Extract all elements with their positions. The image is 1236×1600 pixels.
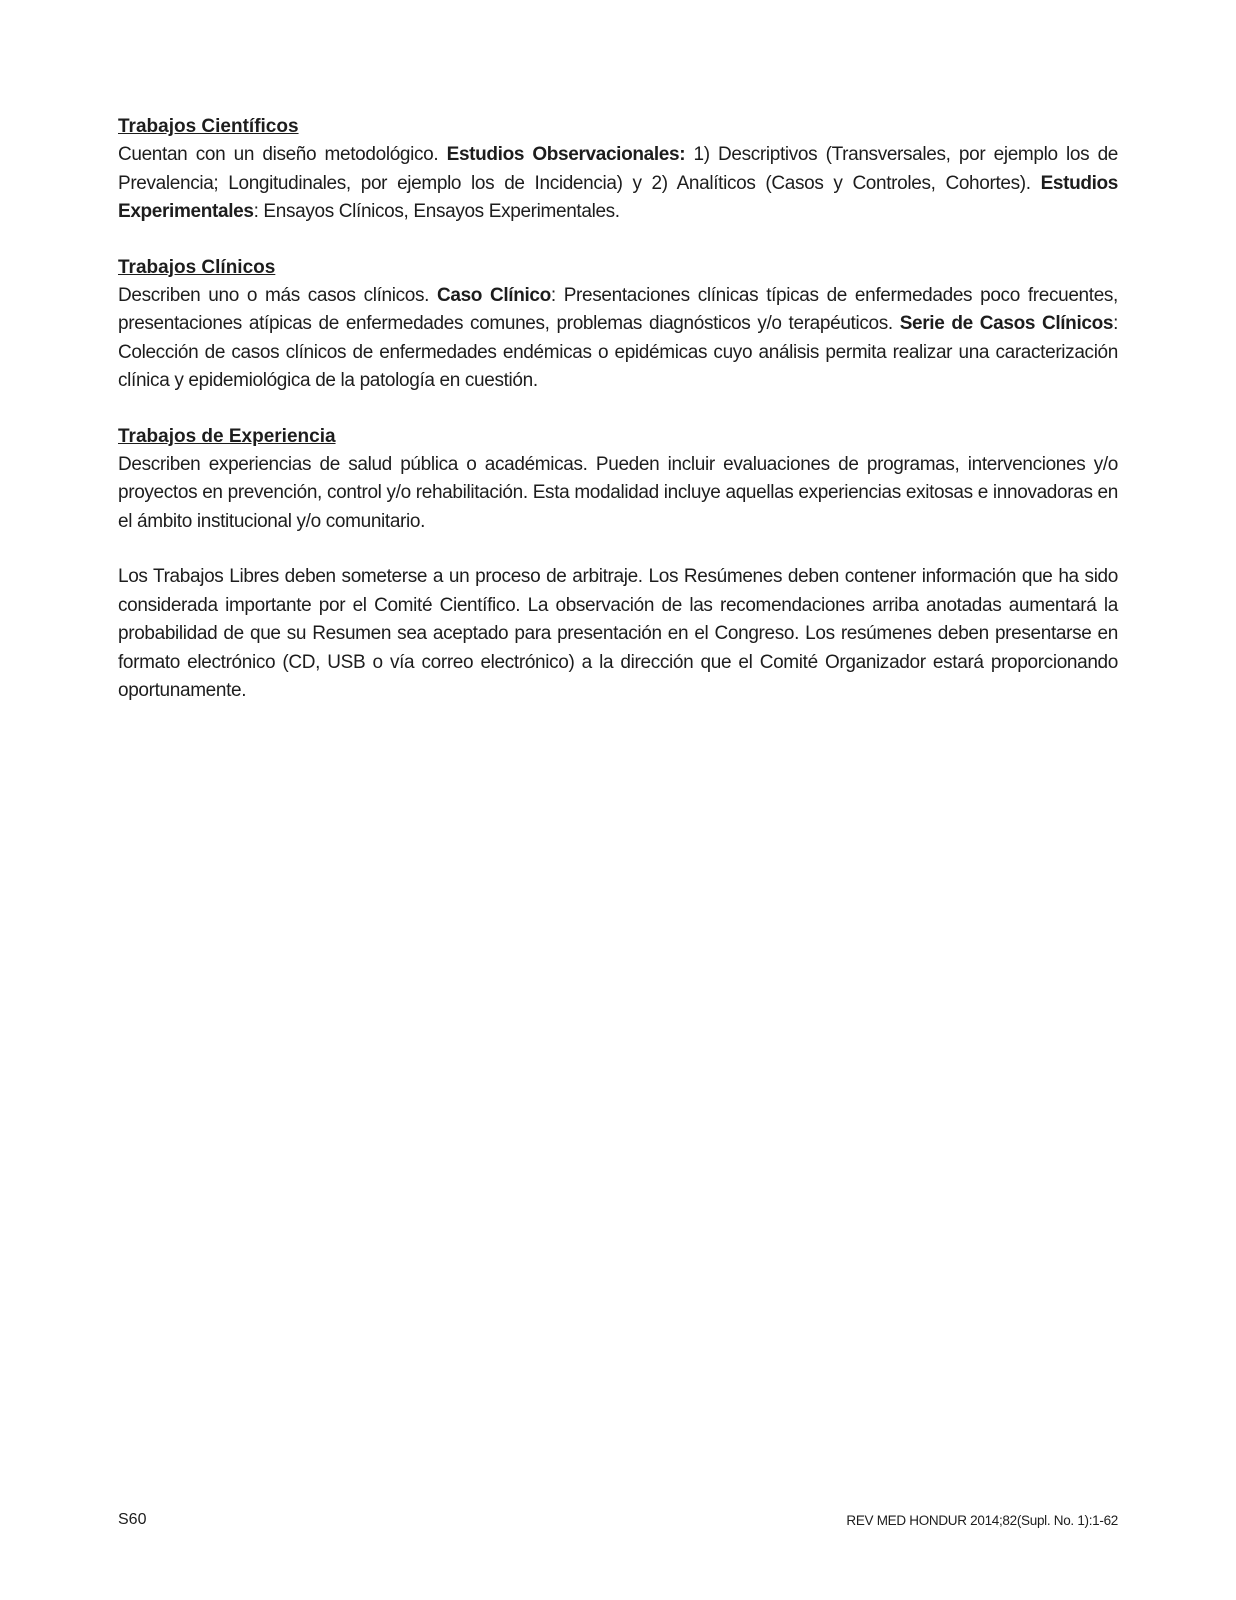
- section-heading: Trabajos de Experiencia: [118, 425, 336, 447]
- text-run: : Colección de casos clínicos de enfermedades endémicas o epidémicas cuyo análisis permita realizar una caracterización clínica y epidemiológica de la patología en cuestión.: [118, 313, 1118, 391]
- text-run: Cuentan con un diseño metodológico.: [118, 144, 447, 165]
- bold-term: Estudios Observacionales:: [446, 144, 686, 165]
- text-run: 1) Descriptivos (Transversales, por ejemplo los de Prevalencia; Longitudinales, por ejemplo los de Incidencia) y 2) Analíticos (Casos y Controles, Cohortes).: [118, 144, 1118, 194]
- page-number: S60: [118, 1511, 147, 1528]
- section-heading: Trabajos Científicos: [118, 116, 299, 137]
- section-heading: Trabajos Clínicos: [118, 256, 276, 278]
- section-paragraph: [118, 141, 1118, 227]
- closing-paragraph: Los Trabajos Libres deben someterse a un proceso de arbitraje. Los Resúmenes deben contener información que ha sido considerada importante por el Comité Científico. La observación de las recomendaciones arriba anotadas aumentará la probabilidad de que su Resumen sea aceptado para presentación en el Congreso. Los resúmenes deben presentarse en formato electrónico (CD, USB o vía correo electrónico) a la dirección que el Comité Organizador estará proporcionando oportunamente.: [118, 566, 1118, 701]
- section-trabajos-clinicos: [118, 254, 1118, 396]
- bold-term: Estudios Experimentales: [118, 172, 1118, 222]
- text-run: : Presentaciones clínicas típicas de enfermedades poco frecuentes, presentaciones atípicas de enfermedades comunes, problemas diagnósticos y/o terapéuticos.: [118, 284, 1118, 334]
- document-body: [118, 113, 1118, 706]
- text-run: : Ensayos Clínicos, Ensayos Experimentales.: [253, 201, 620, 222]
- bold-term: Serie de Casos Clínicos: [899, 313, 1114, 334]
- section-paragraph: Describen experiencias de salud pública o académicas. Pueden incluir evaluaciones de programas, intervenciones y/o proyectos en prevención, control y/o rehabilitación. Esta modalidad incluye aquellas experiencias exitosas e innovadoras en el ámbito institucional y/o comunitario.: [118, 453, 1118, 532]
- section-trabajos-de-experiencia: [118, 423, 1118, 537]
- bold-term: Caso Clínico: [437, 284, 551, 306]
- section-trabajos-cientificos: [118, 113, 1118, 227]
- section-paragraph: [118, 282, 1118, 396]
- journal-citation: REV MED HONDUR 2014;82(Supl. No. 1):1-62: [846, 1513, 1118, 1528]
- text-run: Describen uno o más casos clínicos.: [118, 284, 437, 306]
